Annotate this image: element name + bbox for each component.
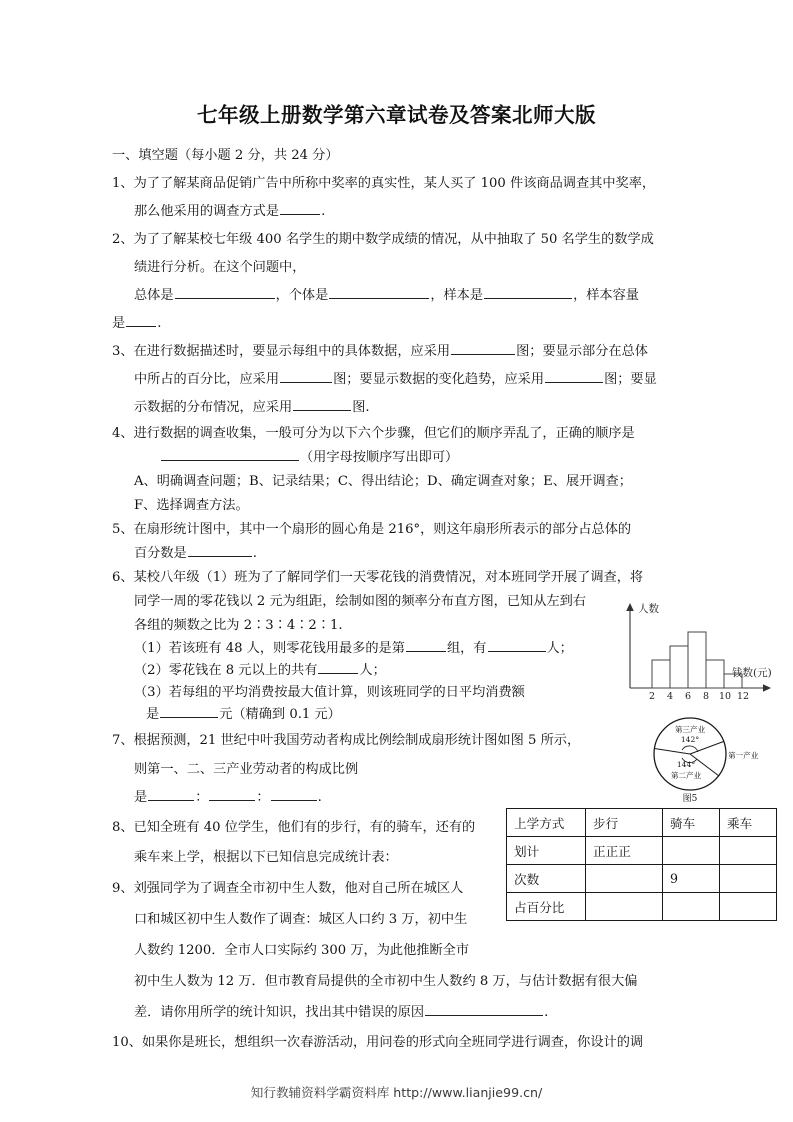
q7-line3-a: 是	[134, 790, 148, 805]
q6-line3: 各组的频数之比为 2∶3∶4∶2∶1.	[134, 618, 343, 633]
table-row	[507, 837, 777, 865]
q2-total-label: 总体是	[134, 288, 174, 303]
question-5	[112, 518, 690, 566]
q2-line4-pre: 是	[112, 316, 126, 331]
q3-line2-c: 图；要显	[604, 372, 657, 387]
q2-line3	[112, 282, 690, 310]
pie-caption: 图5	[682, 794, 698, 804]
q8-line1: 8、已知全班有 40 位学生，他们有的步行，有的骑车，还有的	[112, 820, 476, 835]
q2-line1: 2、为了了解某校七年级 400 名学生的期中数学成绩的情况，从中抽取了 50 名学生的数学成	[112, 232, 654, 247]
q9-line5-post: .	[544, 1005, 549, 1020]
answer-blank[interactable]	[188, 543, 252, 557]
table-cell[interactable]	[720, 865, 777, 893]
row-label: 划计	[507, 837, 586, 865]
q5-line2-pre: 百分数是	[134, 546, 187, 561]
q3-line3-b: 图.	[352, 400, 370, 415]
answer-blank[interactable]	[161, 447, 299, 461]
q9-line4: 初中生人数为 12 万．但市教育局提供的全市初中生人数约 8 万，与估计数据有很大偏	[134, 974, 638, 989]
x-axis-label: 钱数(元)	[732, 667, 772, 679]
question-3	[112, 338, 690, 422]
answer-blank[interactable]	[451, 341, 515, 355]
q6-sub3-post: 元（精确到 0.1 元）	[219, 707, 341, 722]
table-header-cell: 步行	[586, 809, 663, 837]
q6-sub2-b: 人；	[359, 663, 386, 678]
q4-options-line1: A、明确调查问题；B、记录结果；C、得出结论；D、确定调查对象；E、展开调查；	[134, 474, 632, 489]
table-header-cell: 上学方式	[507, 809, 586, 837]
q6-sub2	[112, 660, 690, 682]
answer-blank[interactable]	[175, 285, 275, 299]
question-6	[112, 566, 690, 726]
q7-line3-end: .	[317, 790, 322, 805]
frequency-histogram	[612, 596, 788, 704]
q5-line2-post: .	[252, 546, 257, 561]
pie-angle-tertiary: 142°	[680, 735, 700, 744]
answer-blank[interactable]	[126, 313, 156, 327]
pie-label-tertiary: 第三产业	[674, 725, 706, 734]
answer-blank[interactable]	[280, 369, 332, 383]
question-2	[112, 226, 690, 338]
q5-line1: 5、在扇形统计图中，其中一个扇形的圆心角是 216°，则这年扇形所表示的部分占总体的	[112, 522, 632, 537]
q3-line1-pre: 3、在进行数据描述时，要显示每组中的具体数据，应采用	[112, 344, 451, 359]
x-tick-12: 12	[736, 691, 750, 702]
table-cell[interactable]	[663, 837, 720, 865]
answer-blank[interactable]	[271, 787, 317, 801]
q4-line1: 4、进行数据的调查收集，一般可分为以下六个步骤，但它们的顺序弄乱了，正确的顺序是	[112, 426, 635, 441]
x-tick-4: 4	[666, 691, 674, 702]
q3-line1	[112, 338, 690, 366]
q7-sep2: ：	[256, 790, 270, 805]
x-tick-6: 6	[684, 691, 692, 702]
q9-line5	[112, 997, 690, 1028]
table-cell[interactable]: 正正正	[586, 837, 663, 865]
q2-line4-post: .	[157, 316, 162, 331]
statistics-table	[506, 808, 777, 921]
q3-line2-a: 中所占的百分比，应采用	[134, 372, 280, 387]
q1-line1: 1、为了了解某商品促销广告中所称中奖率的真实性，某人买了 100 件该商品调查其中奖率，	[112, 176, 656, 191]
q3-line2	[112, 366, 690, 394]
question-10	[112, 1028, 690, 1058]
q5-line2	[112, 542, 690, 566]
q7-line2: 则第一、二、三产业劳动者的构成比例	[134, 762, 359, 777]
answer-blank[interactable]	[329, 285, 429, 299]
q4-options-line2: F、选择调查方法。	[134, 498, 249, 513]
q6-sub3-pre: 是	[146, 707, 160, 722]
q6-sub3: （3）若每组的平均消费按最大值计算，则该班同学的日平均消费额	[134, 685, 525, 700]
answer-blank[interactable]	[160, 704, 218, 718]
answer-blank[interactable]	[545, 369, 603, 383]
row-label: 次数	[507, 865, 586, 893]
pie-label-secondary: 第二产业	[670, 771, 702, 780]
table-cell[interactable]	[586, 893, 663, 921]
answer-blank[interactable]	[488, 638, 546, 652]
table-cell[interactable]: 9	[663, 865, 720, 893]
table-cell[interactable]	[663, 893, 720, 921]
answer-blank[interactable]	[484, 285, 572, 299]
q2-size-label: ，样本容量	[573, 288, 639, 303]
answer-blank[interactable]	[318, 660, 358, 674]
q3-line1-post: 图；要显示部分在总体	[516, 344, 648, 359]
q10-line1: 10、如果你是班长，想组织一次春游活动，用问卷的形式向全班同学进行调查，你设计的调	[112, 1035, 644, 1050]
q6-line1: 6、某校八年级（1）班为了了解同学们一天零花钱的消费情况，对本班同学开展了调查，将	[112, 570, 644, 585]
q2-sample-label: ，样本是	[430, 288, 484, 303]
table-cell[interactable]	[720, 837, 777, 865]
answer-blank[interactable]	[406, 638, 446, 652]
answer-blank[interactable]	[280, 201, 320, 215]
section-heading-text: 一、填空题（每小题 2 分，共 24 分）	[112, 148, 339, 163]
x-tick-10: 10	[718, 691, 732, 702]
table-header-cell: 乘车	[720, 809, 777, 837]
q7-line1: 7、根据预测，21 世纪中叶我国劳动者构成比例绘制成扇形统计图如图 5 所示，	[112, 733, 581, 748]
q1-line2	[112, 198, 690, 226]
q3-line2-b: 图；要显示数据的变化趋势，应采用	[333, 372, 545, 387]
table-row	[507, 893, 777, 921]
industry-pie	[620, 712, 788, 804]
q6-sub1-b: 组，有	[446, 641, 487, 656]
q4-line2	[112, 446, 690, 470]
q6-sub3-answer	[112, 704, 690, 726]
answer-blank[interactable]	[293, 397, 351, 411]
q9-line3: 人数约 1200．全市人口实际约 300 万，为此他推断全市	[134, 943, 470, 958]
table-header-row	[507, 809, 777, 837]
q2-line4	[112, 310, 690, 338]
q6-sub1-c: 人；	[546, 641, 573, 656]
table-cell[interactable]	[720, 893, 777, 921]
q3-line3-a: 示数据的分布情况，应采用	[134, 400, 293, 415]
q7-sep1: ：	[195, 790, 209, 805]
row-label: 占百分比	[507, 893, 586, 921]
q6-sub2-a: （2）零花钱在 8 元以上的共有	[134, 663, 318, 678]
q9-line1: 9、刘强同学为了调查全市初中生人数，他对自己所在城区人	[112, 881, 464, 896]
pie-angle-secondary: 144°	[676, 760, 696, 769]
y-axis-label: 人数	[638, 603, 659, 615]
question-7	[112, 726, 690, 812]
q4-line2-note: （用字母按顺序写出即可）	[300, 450, 459, 465]
q1-line2-pre: 那么他采用的调查方式是	[134, 204, 280, 219]
table-header-cell: 骑车	[663, 809, 720, 837]
x-tick-8: 8	[702, 691, 710, 702]
table-cell[interactable]	[586, 865, 663, 893]
q1-line2-post: .	[321, 204, 326, 219]
question-4	[112, 422, 690, 518]
question-1	[112, 170, 690, 226]
q8-line2: 乘车来上学，根据以下已知信息完成统计表：	[134, 850, 398, 865]
q3-line3	[112, 394, 690, 422]
x-tick-2: 2	[648, 691, 656, 702]
q9-line2: 口和城区初中生人数作了调查：城区人口约 3 万，初中生	[134, 912, 468, 927]
table-row	[507, 865, 777, 893]
page-footer: 知行教辅资料学霸资料库 http://www.lianjie99.cn/	[250, 1085, 543, 1100]
q2-individual-label: ，个体是	[275, 288, 329, 303]
q6-sub1-a: （1）若该班有 48 人，则零花钱用最多的是第	[134, 641, 405, 656]
answer-blank[interactable]	[209, 787, 255, 801]
q6-sub1	[112, 638, 690, 660]
pie-label-primary: 第一产业	[728, 751, 759, 760]
answer-blank[interactable]	[425, 1002, 543, 1016]
statistics-table-wrapper	[506, 808, 777, 921]
page-title: 七年级上册数学第六章试卷及答案北师大版	[197, 103, 596, 127]
q6-line2: 同学一周的零花钱以 2 元为组距，绘制如图的频率分布直方图，已知从左到右	[134, 594, 586, 609]
section-heading-fill-in-blank	[112, 142, 690, 170]
answer-blank[interactable]	[148, 787, 194, 801]
q9-line5-pre: 差．请你用所学的统计知识，找出其中错误的原因	[134, 1005, 425, 1020]
q2-line2: 绩进行分析。在这个问题中，	[134, 260, 306, 275]
